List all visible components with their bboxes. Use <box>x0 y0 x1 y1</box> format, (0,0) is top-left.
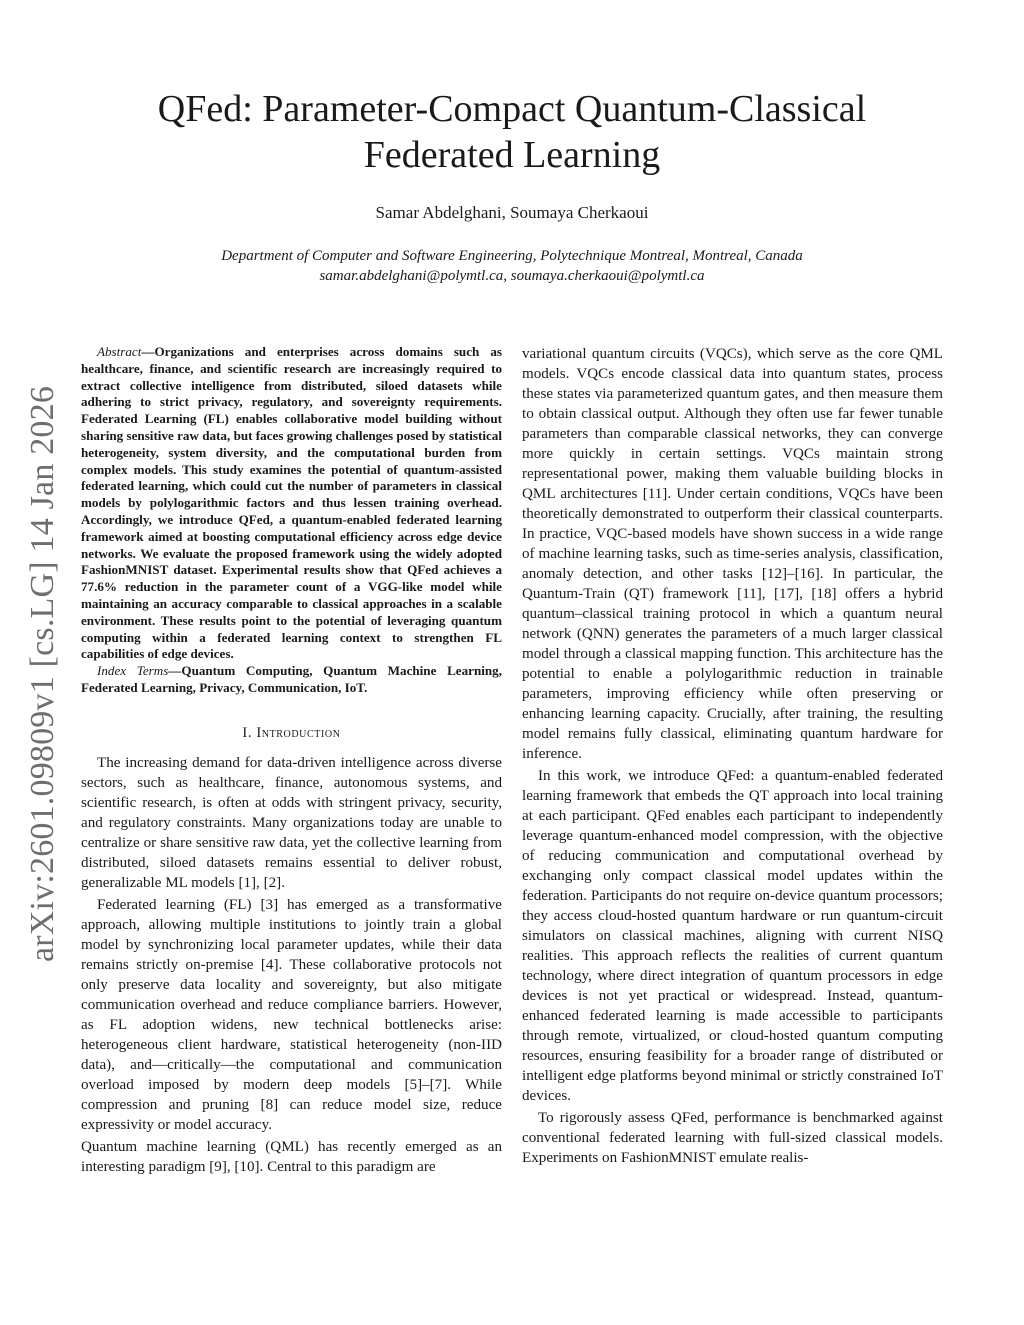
left-column <box>81 344 502 1177</box>
section-title: Introduction <box>256 724 341 741</box>
section-heading-introduction <box>81 723 502 743</box>
author-list: Samar Abdelghani, Soumaya Cherkaoui <box>375 203 649 222</box>
affiliation-emails: samar.abdelghani@polymtl.ca, soumaya.cherkaoui@polymtl.ca <box>319 268 705 284</box>
intro-paragraph-2: Federated learning (FL) [3] has emerged as a transformative approach, allowing multiple institutions to jointly train a global model by synchronizing local parameter updates, while their data remains strictly on-premise [4]. These collaborative protocols not only preserve data locality and sovereignty, but also mitigate communication overhead and reduce compliance barriers. However, as FL adoption widens, new technical bottlenecks arise: heterogeneous client hardware, statistical heterogeneity (non-IID data), and—critically—the computational and communication overload imposed by modern deep models [5]–[7]. While compression and pruning [8] can reduce model size, reduce expressivity or model accuracy. <box>81 896 502 1133</box>
paper-title <box>80 86 944 178</box>
intro-paragraph-4: variational quantum circuits (VQCs), which serve as the core QML models. VQCs encode classical data into quantum states, process these states via parameterized quantum gates, and then measure them to obtain classical output. Although they often use far fewer tunable parameters than comparable classical networks, they can converge more quickly in certain settings. VQCs maintain strong representational power, making them valuable building blocks in QML architectures [11]. Under certain conditions, VQCs have been theoretically demonstrated to outperform their classical counterparts. In practice, VQC-based models have shown success in a wide range of machine learning tasks, such as time-series analysis, classification, anomaly detection, and other tasks [12]–[16]. In particular, the Quantum-Train (QT) framework [11], [17], [18] offers a hybrid quantum–classical training protocol in which a quantum neural network (QNN) generates the parameters of a much larger classical model through a classical mapping function. This architecture has the potential to enable a polylogarithmic reduction in trainable parameters, improving efficiency while often preserving or enhancing learning capacity. Crucially, after training, the resulting model remains fully classical, eliminating quantum hardware for inference. <box>522 346 943 762</box>
affiliation-department: Department of Computer and Software Engineering, Polytechnique Montreal, Montreal, Canada <box>221 248 803 264</box>
index-terms: Index Terms—Quantum Computing, Quantum Machine Learning, Federated Learning, Privacy, Communication, IoT. <box>81 663 502 695</box>
intro-paragraph-6: To rigorously assess QFed, performance is benchmarked against conventional federated learning with full-sized classical models. Experiments on FashionMNIST emulate realis- <box>522 1110 943 1166</box>
index-terms-text: Quantum Computing, Quantum Machine Learning, Federated Learning, Privacy, Communication, IoT. <box>81 663 502 695</box>
right-column <box>522 344 943 1168</box>
paper-title-line-1: QFed: Parameter-Compact Quantum-Classical <box>157 88 867 130</box>
intro-paragraph-1: The increasing demand for data-driven intelligence across diverse sectors, such as healthcare, finance, autonomous systems, and scientific research, is often at odds with stringent privacy, security, and regulatory constraints. Many organizations today are unable to centralize or share sensitive raw data, yet the collective learning from distributed, siloed datasets remains essential to deliver robust, generalizable ML models [1], [2]. <box>81 754 502 891</box>
paper-title-line-2: Federated Learning <box>363 134 661 176</box>
affiliation-block <box>80 246 944 286</box>
abstract-label: Abstract <box>97 344 142 359</box>
abstract-text: Organizations and enterprises across domains such as healthcare, finance, and scientific research are increasingly required to extract collective intelligence from distributed, siloed datasets while adhering to strict privacy, regulatory, and sovereignty requirements. Federated Learning (FL) enables collaborative model building without sharing sensitive raw data, but faces growing challenges posed by statistical heterogeneity, system diversity, and the computational burden from complex models. This study examines the potential of quantum-assisted federated learning, which could cut the number of parameters in classical models by polylogarithmic factors and thus lessen training overhead. Accordingly, we introduce QFed, a quantum-enabled federated learning framework aimed at boosting computational efficiency across edge device networks. We evaluate the proposed framework using the widely adopted FashionMNIST dataset. Experimental results show that QFed achieves a 77.6% reduction in the parameter count of a VGG-like model while maintaining an accuracy comparable to classical approaches in a scalable environment. These results point to the potential of leveraging quantum computing within a federated learning context to strengthen FL capabilities of edge devices. <box>81 344 502 662</box>
abstract: Abstract—Organizations and enterprises across domains such as healthcare, finance, and scientific research are increasingly required to extract collective intelligence from distributed, siloed datasets while adhering to strict privacy, regulatory, and sovereignty requirements. Federated Learning (FL) enables collaborative model building without sharing sensitive raw data, but faces growing challenges posed by statistical heterogeneity, system diversity, and the computational burden from complex models. This study examines the potential of quantum-assisted federated learning, which could cut the number of parameters in classical models by polylogarithmic factors and thus lessen training overhead. Accordingly, we introduce QFed, a quantum-enabled federated learning framework aimed at boosting computational efficiency across edge device networks. We evaluate the proposed framework using the widely adopted FashionMNIST dataset. Experimental results show that QFed achieves a 77.6% reduction in the parameter count of a VGG-like model while maintaining an accuracy comparable to classical approaches in a scalable environment. These results point to the potential of leveraging quantum computing within a federated learning context to strengthen FL capabilities of edge devices. <box>81 344 502 662</box>
section-number: I. <box>242 724 253 741</box>
intro-paragraph-3: Quantum machine learning (QML) has recently emerged as an interesting paradigm [9], [10]. Central to this paradigm are <box>81 1138 502 1175</box>
index-terms-label: Index Terms <box>97 663 169 679</box>
intro-paragraph-5: In this work, we introduce QFed: a quantum-enabled federated learning framework that embeds the QT approach into local training at each participant. QFed enables each participant to independently leverage quantum-enhanced model compression, with the objective of reducing communication and computational overhead by exchanging only compact classical model updates within the federation. Participants do not require on-device quantum processors; they access cloud-hosted quantum hardware or run quantum-circuit simulators on classical machines, aligning with current NISQ realities. This approach reflects the realities of current quantum technology, where direct integration of quantum processors in edge devices is not yet practical or widespread. Instead, quantum-enhanced federated learning is made accessible to participants through remote, virtualized, or cloud-hosted quantum computing resources, ensuring feasibility for a broader range of distributed or intelligent edge platforms beyond minimal or strictly constrained IoT devices. <box>522 768 943 1104</box>
arxiv-identifier-stamp: arXiv:2601.09809v1 [cs.LG] 14 Jan 2026 <box>24 385 61 963</box>
